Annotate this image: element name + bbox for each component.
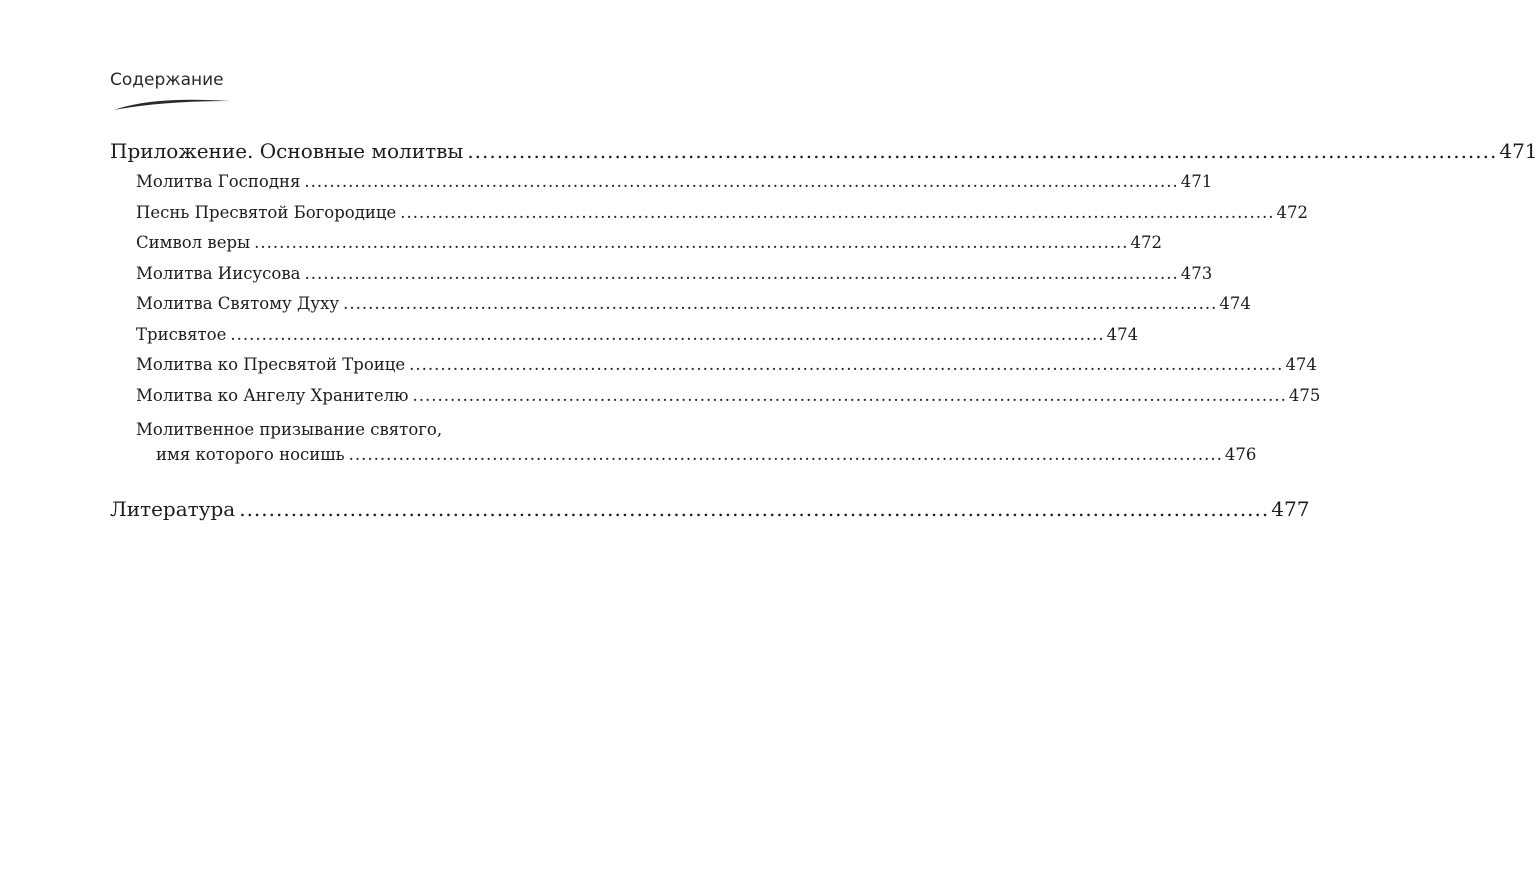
toc-entry-label: Песнь Пресвятой Богородице (136, 202, 397, 222)
toc-entry-label: Молитва ко Ангелу Хранителю (136, 385, 409, 405)
toc-page-number: 471 (1499, 139, 1538, 163)
toc-entry-label: Молитва Иисусова (136, 263, 301, 283)
toc-entry-label: Молитва Святому Духу (136, 294, 340, 313)
dot-leader: ............................................................................................................................................ (412, 385, 1287, 405)
toc-page-number: 474 (1219, 294, 1251, 313)
toc-entry-label: Приложение. Основные молитвы (110, 139, 464, 163)
dot-leader: ............................................................................................................................................ (304, 172, 1179, 191)
toc-entry[interactable] (110, 381, 1321, 412)
toc-entry[interactable] (110, 259, 1213, 290)
toc-entry-label: Трисвятое (136, 324, 227, 344)
toc-entry[interactable] (110, 289, 1251, 320)
toc-entry-label: Символ веры (136, 233, 251, 252)
toc-entry[interactable] (110, 320, 1139, 351)
toc-entry[interactable] (110, 167, 1213, 198)
dot-leader: ............................................................................................................................................ (400, 202, 1275, 222)
toc-entry-label-line2: имя которого носишь (156, 445, 345, 464)
toc-entry-label: Молитва Господня (136, 172, 301, 191)
dot-leader: ............................................................................................................................................ (239, 497, 1270, 521)
toc-entry[interactable] (110, 198, 1309, 229)
toc-entry[interactable] (110, 228, 1162, 259)
toc-entry-label: Молитва ко Пресвятой Троице (136, 355, 406, 374)
toc-page-number: 472 (1130, 233, 1162, 252)
toc-entry-multiline[interactable] (110, 417, 1257, 467)
swash-ornament-icon (112, 98, 232, 112)
toc-entry-appendix[interactable] (110, 135, 1538, 167)
toc-page-number: 472 (1276, 202, 1309, 222)
toc-page-number: 474 (1106, 324, 1139, 344)
dot-leader: ............................................................................................................................................ (304, 263, 1179, 283)
dot-leader: ............................................................................................................................................ (254, 233, 1129, 252)
running-title: Содержание (110, 70, 224, 90)
dot-leader: ............................................................................................................................................ (230, 324, 1105, 344)
dot-leader: ............................................................................................................................................ (343, 294, 1218, 313)
dot-leader: ............................................................................................................................................ (467, 139, 1498, 163)
dot-leader: ............................................................................................................................................ (348, 445, 1223, 464)
toc-page-number: 477 (1271, 497, 1310, 521)
toc-page-number: 475 (1288, 385, 1321, 405)
dot-leader: ............................................................................................................................................ (409, 355, 1284, 374)
toc-page-number: 476 (1224, 445, 1257, 464)
toc-entry-label-line1: Молитвенное призывание святого, (136, 420, 443, 439)
toc-entry[interactable] (110, 350, 1317, 381)
toc-page-number: 473 (1180, 263, 1213, 283)
table-of-contents (110, 135, 1538, 525)
toc-entry-label: Литература (110, 497, 236, 521)
section-spacer (110, 467, 562, 493)
toc-page-number: 471 (1180, 172, 1213, 191)
toc-entry-literature[interactable] (110, 493, 1310, 525)
toc-page-number: 474 (1285, 355, 1317, 374)
